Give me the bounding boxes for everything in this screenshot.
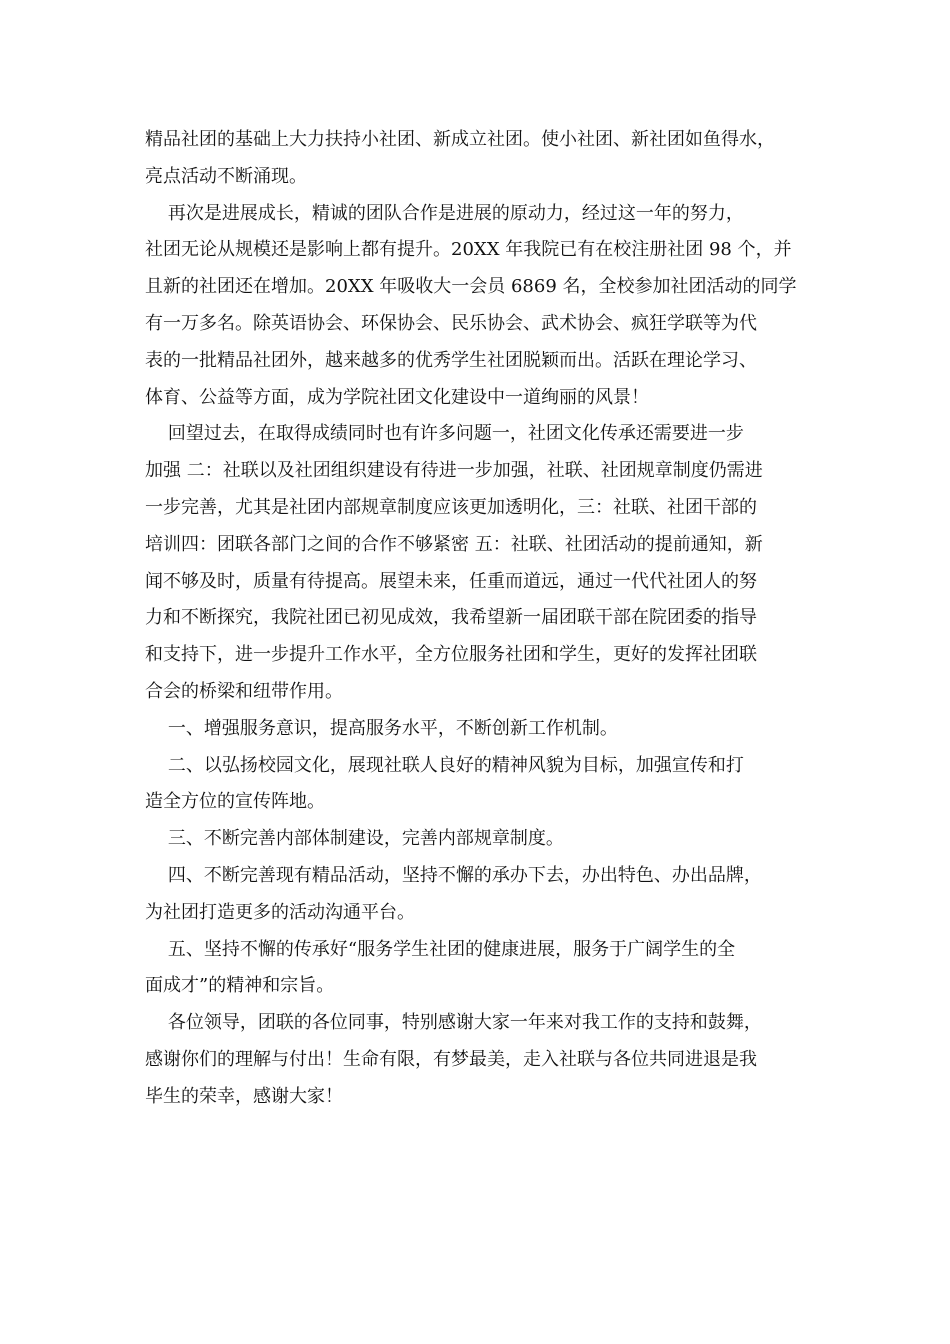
text-line: 二、以弘扬校园文化，展现社联人良好的精神风貌为目标，加强宣传和打: [145, 754, 744, 776]
text-line: 亮点活动不断涌现。: [145, 165, 307, 187]
document-body: [145, 122, 815, 1116]
text-line: 感谢你们的理解与付出！生命有限，有梦最美，走入社联与各位共同进退是我: [145, 1048, 757, 1070]
text-line: 造全方位的宣传阵地。: [145, 791, 325, 813]
text-line: 三、不断完善内部体制建设，完善内部规章制度。: [145, 828, 564, 850]
text-line: 一步完善，尤其是社团内部规章制度应该更加透明化，三：社联、社团干部的: [145, 496, 757, 518]
text-line: 毕生的荣幸，感谢大家！: [145, 1085, 343, 1107]
text-line: 一、增强服务意识，提高服务水平，不断创新工作机制。: [145, 717, 618, 739]
text-line: 和支持下，进一步提升工作水平，全方位服务社团和学生，更好的发挥社团联: [145, 644, 757, 666]
text-line: 各位领导，团联的各位同事，特别感谢大家一年来对我工作的支持和鼓舞，: [145, 1012, 762, 1034]
text-line: 表的一批精品社团外，越来越多的优秀学生社团脱颖而出。活跃在理论学习、: [145, 349, 757, 371]
text-line: 合会的桥梁和纽带作用。: [145, 680, 343, 702]
text-line: 四、不断完善现有精品活动，坚持不懈的承办下去，办出特色、办出品牌，: [145, 864, 762, 886]
text-line: 社团无论从规模还是影响上都有提升。20XX 年我院已有在校注册社团 98 个，并: [145, 239, 792, 261]
text-line: 为社团打造更多的活动沟通平台。: [145, 901, 415, 923]
text-line: 体育、公益等方面，成为学院社团文化建设中一道绚丽的风景！: [145, 386, 649, 408]
text-line: 面成才”的精神和宗旨。: [145, 975, 335, 997]
text-line: 有一万多名。除英语协会、环保协会、民乐协会、武术协会、疯狂学联等为代: [145, 312, 757, 334]
text-line: 回望过去，在取得成绩同时也有许多问题一，社团文化传承还需要进一步: [145, 423, 744, 445]
text-line: 且新的社团还在增加。20XX 年吸收大一会员 6869 名，全校参加社团活动的同学: [145, 276, 797, 298]
text-line: 再次是进展成长，精诚的团队合作是进展的原动力，经过这一年的努力，: [145, 202, 744, 224]
text-line: 加强 二：社联以及社团组织建设有待进一步加强，社联、社团规章制度仍需进: [145, 460, 763, 482]
text-line: 五、坚持不懈的传承好“服务学生社团的健康进展，服务于广阔学生的全: [145, 938, 736, 960]
text-line: 力和不断探究，我院社团已初见成效，我希望新一届团联干部在院团委的指导: [145, 607, 757, 629]
text-line: 培训四：团联各部门之间的合作不够紧密 五：社联、社团活动的提前通知，新: [145, 533, 763, 555]
text-line: 闻不够及时，质量有待提高。展望未来，任重而道远，通过一代代社团人的努: [145, 570, 757, 592]
text-line: 精品社团的基础上大力扶持小社团、新成立社团。使小社团、新社团如鱼得水，: [145, 129, 775, 150]
